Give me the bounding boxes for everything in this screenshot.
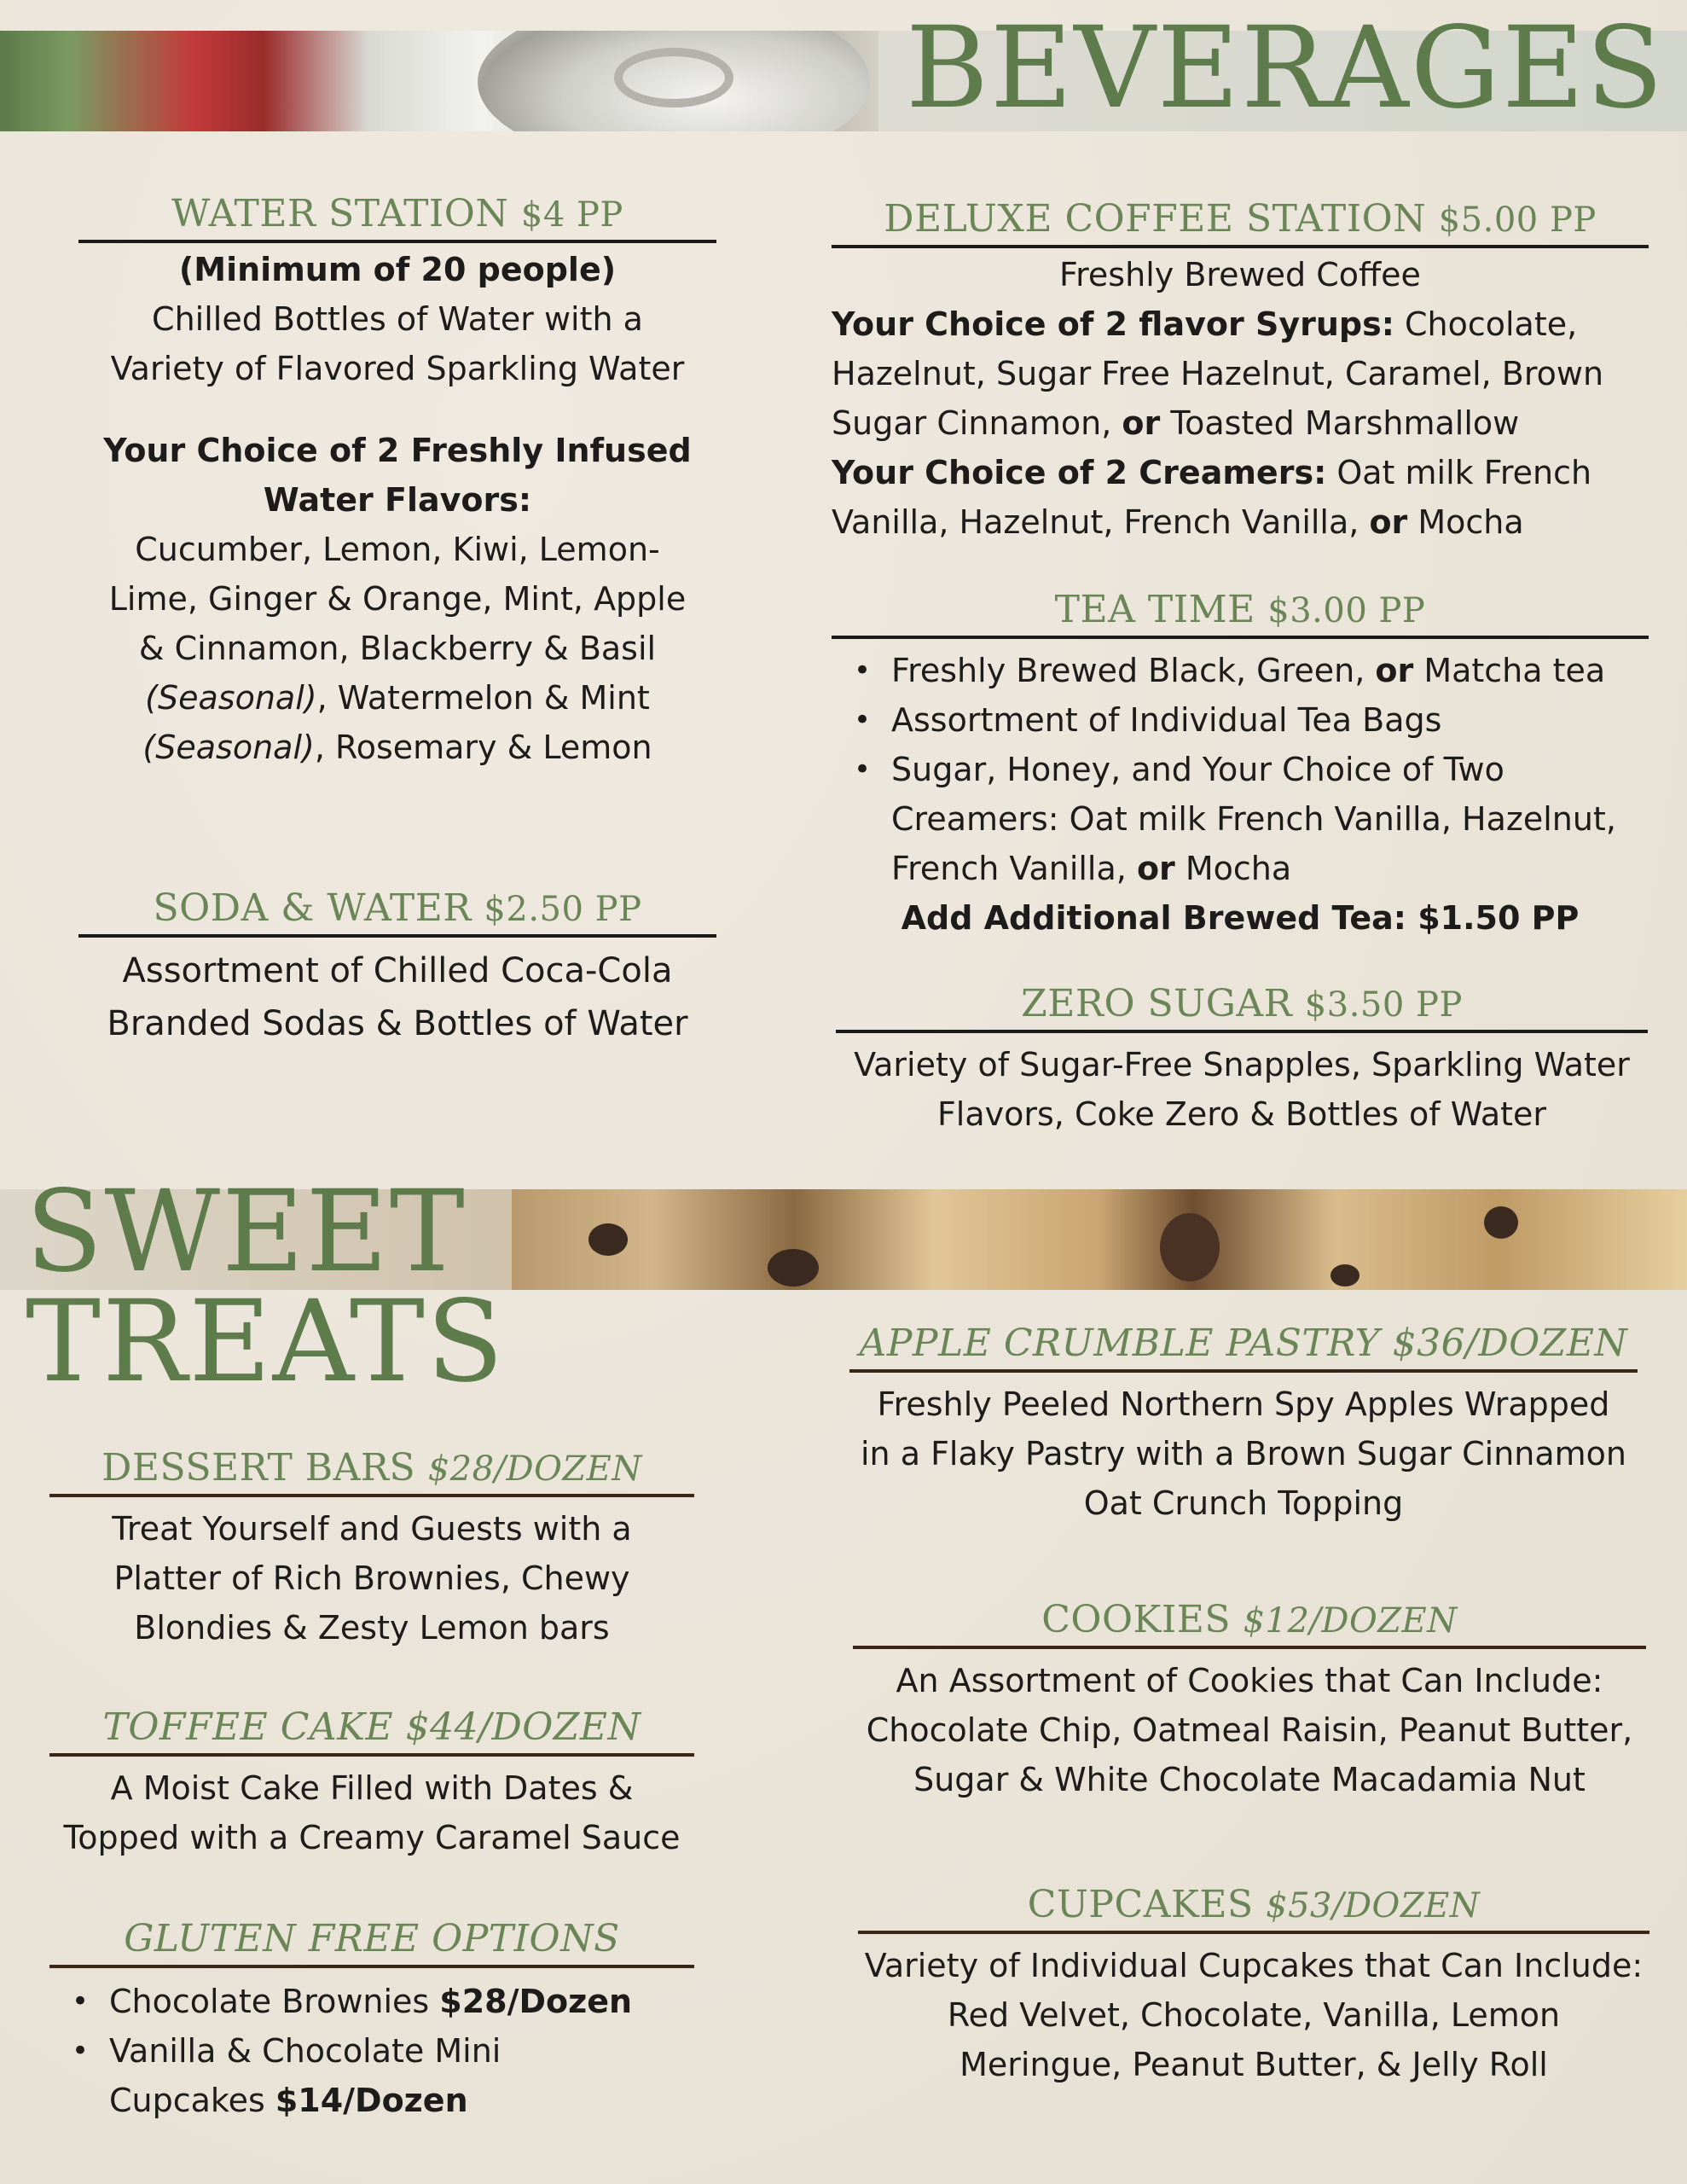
cupcakes-section: CUPCAKES $53/DOZEN Variety of Individual Cupcakes that Can Include: Red Velvet, Chocolate, Vanilla, Lemon Meringue, Peanut Butter, & Jelly Roll <box>858 1884 1649 2089</box>
toffee-cake-heading: TOFFEE CAKE $44/DOZEN <box>49 1706 694 1757</box>
dessert-bars-heading: DESSERT BARS $28/DOZEN <box>49 1447 694 1497</box>
cupcakes-heading: CUPCAKES $53/DOZEN <box>858 1884 1649 1934</box>
list-item: • Vanilla & Chocolate Mini Cupcakes $14/Dozen <box>49 2026 694 2125</box>
cookies-section: COOKIES $12/DOZEN An Assortment of Cookies that Can Include: Chocolate Chip, Oatmeal Raisin, Peanut Butter, Sugar & White Chocolate Macadamia Nut <box>853 1599 1646 1804</box>
coffee-station-heading: DELUXE COFFEE STATION $5.00 PP <box>832 198 1649 248</box>
zero-sugar-heading: ZERO SUGAR $3.50 PP <box>836 983 1648 1033</box>
sweet-treats-title: SWEET TREATS <box>26 1166 506 1409</box>
list-item: • Chocolate Brownies $28/Dozen <box>49 1977 694 2026</box>
soda-water-heading: SODA & WATER $2.50 PP <box>78 887 716 938</box>
coffee-station-section: DELUXE COFFEE STATION $5.00 PP Freshly Brewed Coffee Your Choice of 2 flavor Syrups: Chocolate, Hazelnut, Sugar Free Hazelnut, Caramel, Brown Sugar Cinnamon, or Toasted Marshmallow Your Choice of 2 Creamers: Oat milk French Vanilla, Hazelnut, French Vanilla, or Mocha <box>832 198 1649 547</box>
list-item: • Sugar, Honey, and Your Choice of Two Creamers: Oat milk French Vanilla, Hazelnut, French Vanilla, or Mocha <box>832 745 1649 893</box>
tea-addon-note: Add Additional Brewed Tea: $1.50 PP <box>901 898 1580 937</box>
list-item: • Freshly Brewed Black, Green, or Matcha tea <box>832 646 1649 695</box>
water-station-section: WATER STATION $4 PP (Minimum of 20 people) Chilled Bottles of Water with a Variety of Flavored Sparkling Water Your Choice of 2 Freshly Infused Water Flavors: Cucumber, Lemon, Kiwi, Lemon- Lime, Ginger & Orange, Mint, Apple & Cinnamon, Blackberry & Basil (Seasonal), Watermelon & Mint (Seasonal), Rosemary & Lemon <box>78 193 716 772</box>
tea-time-heading: TEA TIME $3.00 PP <box>832 589 1649 639</box>
minimum-note: (Minimum of 20 people) <box>178 250 617 288</box>
cookies-heading: COOKIES $12/DOZEN <box>853 1599 1646 1649</box>
water-station-heading: WATER STATION $4 PP <box>78 193 716 243</box>
zero-sugar-section: ZERO SUGAR $3.50 PP Variety of Sugar-Free Snapples, Sparkling Water Flavors, Coke Zero & Bottles of Water <box>836 983 1648 1139</box>
tea-list <box>832 646 1649 893</box>
apple-crumble-section: APPLE CRUMBLE PASTRY $36/DOZEN Freshly Peeled Northern Spy Apples Wrapped in a Flaky Pastry with a Brown Sugar Cinnamon Oat Crunch Topping <box>849 1322 1638 1528</box>
toffee-cake-section: TOFFEE CAKE $44/DOZEN A Moist Cake Filled with Dates & Topped with a Creamy Caramel Sauce <box>49 1706 694 1862</box>
soda-water-section: SODA & WATER $2.50 PP Assortment of Chilled Coca-Cola Branded Sodas & Bottles of Water <box>78 887 716 1050</box>
list-item: • Assortment of Individual Tea Bags <box>832 695 1649 745</box>
tea-time-section <box>832 589 1649 943</box>
gluten-free-list <box>49 1977 694 2125</box>
beverages-title: BEVERAGES <box>906 3 1665 134</box>
apple-crumble-heading: APPLE CRUMBLE PASTRY $36/DOZEN <box>849 1322 1638 1373</box>
dessert-bars-section: DESSERT BARS $28/DOZEN Treat Yourself and Guests with a Platter of Rich Brownies, Chewy Blondies & Zesty Lemon bars <box>49 1447 694 1653</box>
gluten-free-section <box>49 1918 694 2125</box>
gluten-free-heading: GLUTEN FREE OPTIONS <box>49 1918 694 1968</box>
